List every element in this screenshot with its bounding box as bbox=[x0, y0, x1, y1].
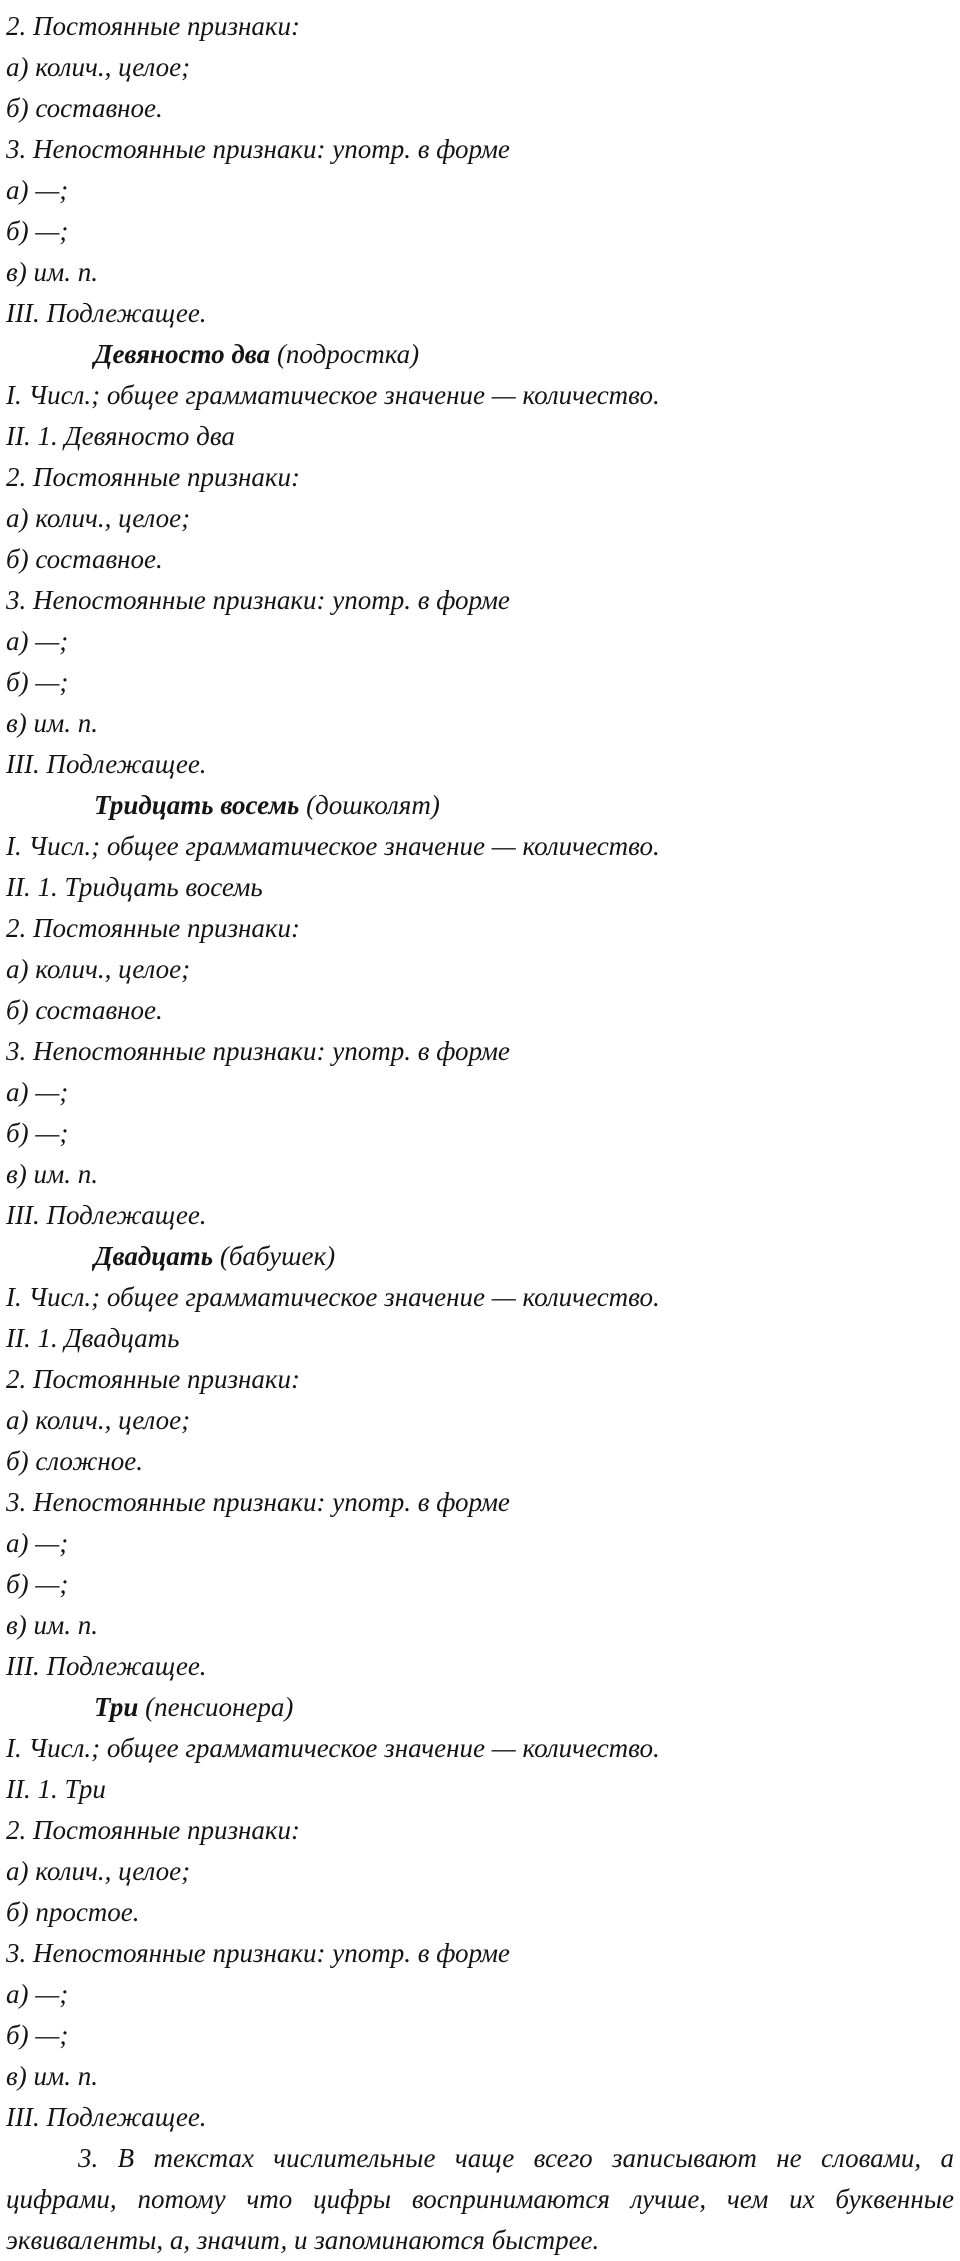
feature-line: а) —; bbox=[6, 1979, 69, 2009]
block-heading bbox=[6, 328, 956, 369]
part-of-speech-line: I. Числ.; общее грамматическое значение — количество. bbox=[6, 1282, 660, 1312]
closing-paragraph: 3. В текстах числительные чаще всего записывают не словами, а цифрами, потому что цифры воспринимаются лучше, чем их буквенные эквиваленты, а, значит, и запоминаются быстрее. bbox=[6, 2143, 954, 2255]
feature-line: б) —; bbox=[6, 2020, 69, 2050]
part-of-speech-line: I. Числ.; общее грамматическое значение — количество. bbox=[6, 1733, 660, 1763]
feature-line: б) —; bbox=[6, 667, 69, 697]
feature-line: а) колич., целое; bbox=[6, 1405, 191, 1435]
feature-line: а) —; bbox=[6, 175, 69, 205]
heading-context: (дошколят) bbox=[306, 790, 440, 820]
block-heading bbox=[6, 1230, 956, 1271]
initial-form-line: II. 1. Три bbox=[6, 1774, 106, 1804]
heading-context: (пенсионера) bbox=[145, 1692, 294, 1722]
feature-line: а) колич., целое; bbox=[6, 1856, 191, 1886]
feature-line: б) составное. bbox=[6, 93, 163, 123]
syntactic-role-line: III. Подлежащее. bbox=[6, 1651, 207, 1681]
feature-line: в) им. п. bbox=[6, 1159, 98, 1189]
syntactic-role-line: III. Подлежащее. bbox=[6, 298, 207, 328]
feature-line: в) им. п. bbox=[6, 708, 98, 738]
permanent-features-line: 2. Постоянные признаки: bbox=[6, 462, 301, 492]
feature-line: а) колич., целое; bbox=[6, 52, 191, 82]
heading-context: (подростка) bbox=[276, 339, 420, 369]
variable-features-line: 3. Непостоянные признаки: употр. в форме bbox=[6, 585, 510, 615]
document bbox=[6, 0, 956, 2261]
heading-word: Тридцать восемь bbox=[94, 790, 300, 820]
feature-line: а) колич., целое; bbox=[6, 503, 191, 533]
initial-form-line: II. 1. Тридцать восемь bbox=[6, 872, 263, 902]
analysis-block-tridtsat-vosem bbox=[6, 779, 956, 1230]
syntactic-role-line: III. Подлежащее. bbox=[6, 1200, 207, 1230]
variable-features-line: 3. Непостоянные признаки: употр. в форме bbox=[6, 134, 510, 164]
block-heading bbox=[6, 779, 956, 820]
feature-line: б) —; bbox=[6, 216, 69, 246]
feature-line: а) —; bbox=[6, 1528, 69, 1558]
feature-line: б) сложное. bbox=[6, 1446, 143, 1476]
feature-line: б) —; bbox=[6, 1569, 69, 1599]
heading-word: Три bbox=[94, 1692, 139, 1722]
analysis-block-devyanosto-dva bbox=[6, 328, 956, 779]
variable-features-line: 3. Непостоянные признаки: употр. в форме bbox=[6, 1938, 510, 1968]
analysis-block-tri bbox=[6, 1681, 956, 2132]
feature-line: в) им. п. bbox=[6, 257, 98, 287]
feature-line: б) —; bbox=[6, 1118, 69, 1148]
part-of-speech-line: I. Числ.; общее грамматическое значение — количество. bbox=[6, 831, 660, 861]
feature-line: б) составное. bbox=[6, 544, 163, 574]
initial-form-line: II. 1. Двадцать bbox=[6, 1323, 180, 1353]
feature-line: а) —; bbox=[6, 626, 69, 656]
heading-word: Двадцать bbox=[94, 1241, 214, 1271]
syntactic-role-line: III. Подлежащее. bbox=[6, 2102, 207, 2132]
heading-context: (бабушек) bbox=[219, 1241, 336, 1271]
variable-features-line: 3. Непостоянные признаки: употр. в форме bbox=[6, 1487, 510, 1517]
feature-line: а) —; bbox=[6, 1077, 69, 1107]
feature-line: б) простое. bbox=[6, 1897, 140, 1927]
permanent-features-line: 2. Постоянные признаки: bbox=[6, 11, 301, 41]
block-heading bbox=[6, 1681, 956, 1722]
analysis-block-continued bbox=[6, 0, 956, 328]
feature-line: в) им. п. bbox=[6, 1610, 98, 1640]
heading-word: Девяносто два bbox=[94, 339, 271, 369]
analysis-block-dvadtsat bbox=[6, 1230, 956, 1681]
feature-line: б) составное. bbox=[6, 995, 163, 1025]
feature-line: а) колич., целое; bbox=[6, 954, 191, 984]
initial-form-line: II. 1. Девяносто два bbox=[6, 421, 235, 451]
part-of-speech-line: I. Числ.; общее грамматическое значение — количество. bbox=[6, 380, 660, 410]
permanent-features-line: 2. Постоянные признаки: bbox=[6, 1364, 301, 1394]
permanent-features-line: 2. Постоянные признаки: bbox=[6, 913, 301, 943]
feature-line: в) им. п. bbox=[6, 2061, 98, 2091]
permanent-features-line: 2. Постоянные признаки: bbox=[6, 1815, 301, 1845]
variable-features-line: 3. Непостоянные признаки: употр. в форме bbox=[6, 1036, 510, 1066]
syntactic-role-line: III. Подлежащее. bbox=[6, 749, 207, 779]
